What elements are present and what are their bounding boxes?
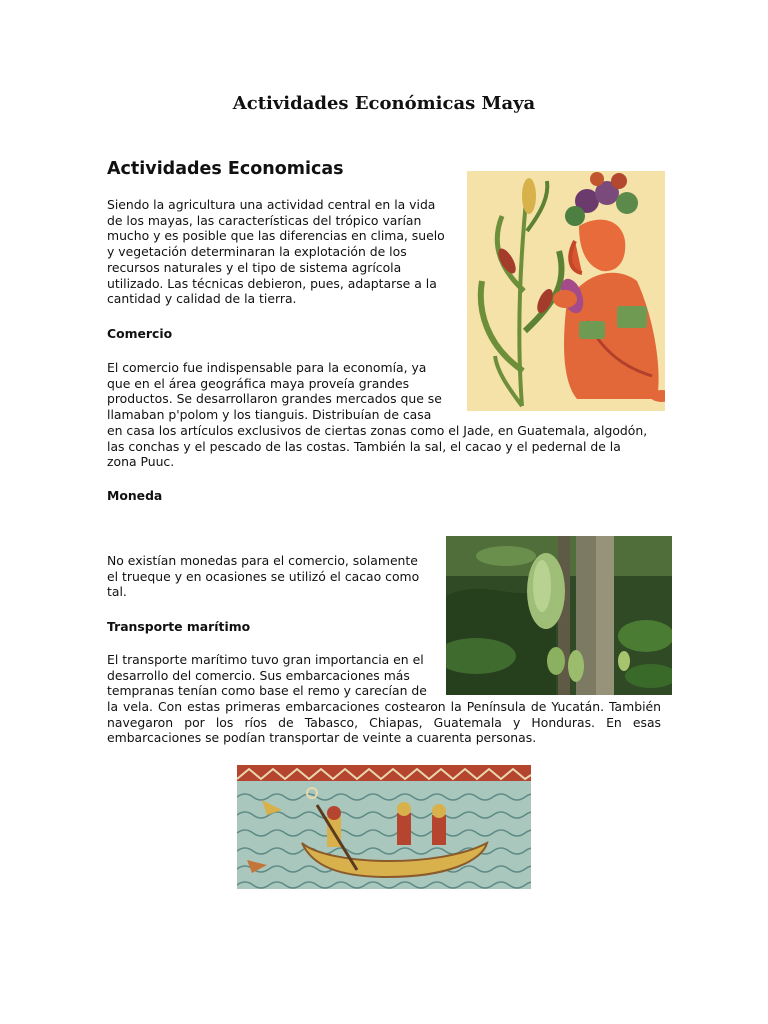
transporte-paragraph-body (107, 699, 661, 746)
text-line: embarcaciones se podían transportar de veinte a cuarenta personas. (107, 730, 537, 746)
moneda-paragraph (107, 553, 419, 600)
text-line: y vegetación determinaran la explotación de los (107, 244, 407, 260)
text-line: utilizado. Las técnicas debieron, pues, adaptarse a la (107, 275, 437, 291)
cacao-tree-image (446, 536, 672, 695)
agriculture-paragraph (107, 197, 445, 307)
text-line: zona Puuc. (107, 454, 175, 470)
text-line: El comercio fue indispensable para la economía, ya (107, 360, 427, 375)
text-line: El transporte marítimo tuvo gran importancia en el (107, 652, 424, 667)
text-line: llamaban p'polom y los tianguis. Distribuían de casa (107, 407, 432, 423)
text-line: desarrollo del comercio. Sus embarcaciones más (107, 667, 410, 683)
section-heading: Actividades Economicas (107, 159, 344, 179)
text-line: mucho y es posible que las diferencias en clima, suelo (107, 228, 445, 244)
comercio-paragraph (107, 360, 647, 470)
text-line: cantidad y calidad de la tierra. (107, 291, 297, 307)
transporte-heading: Transporte marítimo (107, 619, 251, 634)
transporte-paragraph-intro (107, 652, 427, 699)
text-line: navegaron por los ríos de Tabasco, Chiapas, Guatemala y Honduras. En esas (107, 714, 661, 730)
text-line: de los mayas, las características del trópico varían (107, 212, 422, 228)
text-line: en casa los artículos exclusivos de ciertas zonas como el Jade, en Guatemala, algodón, (107, 422, 648, 438)
maya-canoe-mural-image (237, 765, 531, 889)
text-line: No existían monedas para el comercio, solamente (107, 553, 418, 568)
text-line: productos. Se desarrollaron grandes mercados que se (107, 391, 442, 407)
text-line: tempranas tenían como base el remo y carecían de (107, 683, 427, 699)
page-title: Actividades Económicas Maya (232, 93, 536, 114)
text-line: que en el área geográfica maya proveía grandes (107, 375, 410, 391)
moneda-heading: Moneda (107, 488, 163, 503)
comercio-heading: Comercio (107, 326, 173, 341)
text-line: las conchas y el pescado de las costas. También la sal, el cacao y el pedernal de la (107, 438, 621, 454)
text-line: Siendo la agricultura una actividad central en la vida (107, 197, 436, 212)
text-line: la vela. Con estas primeras embarcaciones costearon la Península de Yucatán. También (107, 699, 661, 714)
text-line: recursos naturales y el tipo de sistema agrícola (107, 259, 402, 275)
text-line: tal. (107, 584, 127, 600)
text-line: el trueque y en ocasiones se utilizó el cacao como (107, 568, 420, 584)
